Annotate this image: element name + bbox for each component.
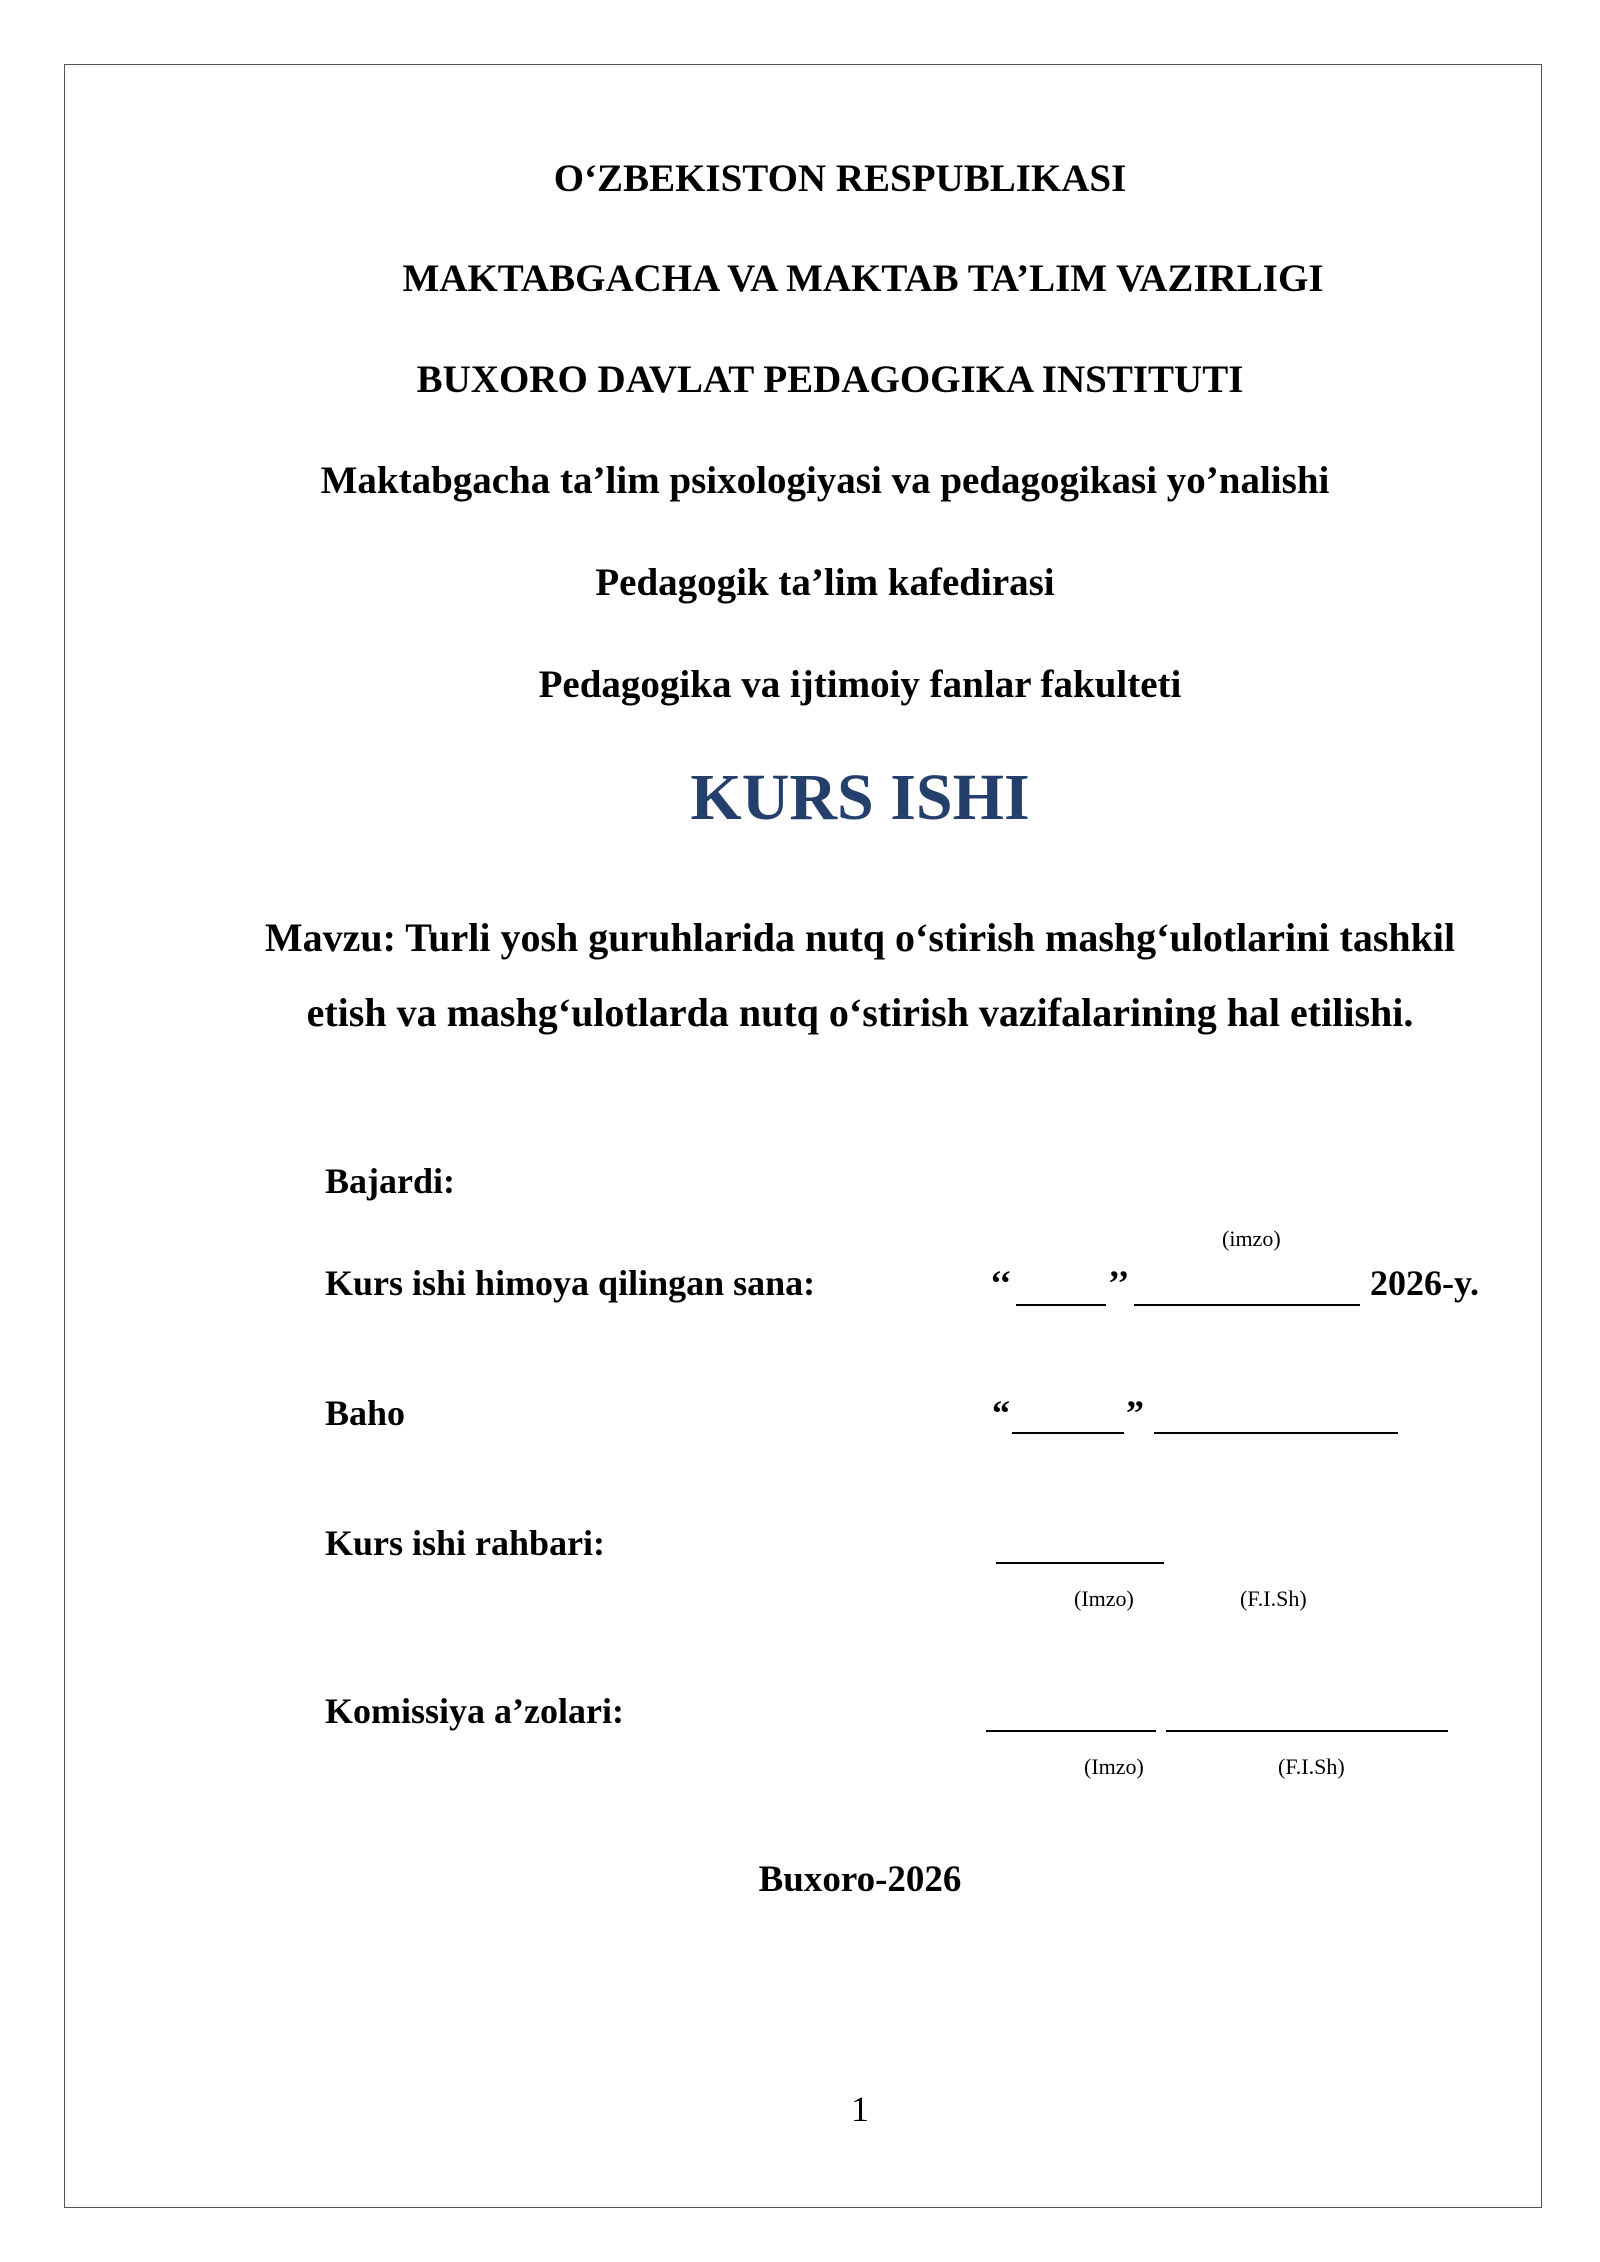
defense-date-open-quote: ‘‘ <box>990 1263 1012 1303</box>
supervisor-label: Kurs ishi rahbari: <box>325 1523 606 1563</box>
institute-heading: BUXORO DAVLAT PEDAGOGIKA INSTITUTI <box>416 358 1244 401</box>
topic-text: Mavzu: Turli yosh guruhlarida nutq o‘stirish mashg‘ulotlarini tashkil etish va mashg‘ulotlarda nutq o‘stirish vazifalarining hal etilishi. <box>264 915 1456 1035</box>
defense-day-blank <box>1016 1304 1106 1306</box>
commission-imzo-caption: (Imzo) <box>1084 1754 1144 1779</box>
defense-date-label: Kurs ishi himoya qilingan sana: <box>325 1263 816 1303</box>
supervisor-signature-blank <box>996 1562 1164 1564</box>
imzo-caption: (imzo) <box>1222 1226 1281 1251</box>
baho-grade-blank <box>1012 1432 1124 1434</box>
program-heading: Maktabgacha ta’lim psixologiyasi va pedagogikasi yo’nalishi <box>320 459 1330 502</box>
baho-close-quote: ” <box>1126 1393 1144 1433</box>
baho-label: Baho <box>325 1393 406 1433</box>
commission-name-blank <box>1166 1730 1448 1732</box>
city-year: Buxoro-2026 <box>758 1859 962 1900</box>
ministry-heading: MAKTABGACHA VA MAKTAB TA’LIM VAZIRLIGI <box>402 257 1324 300</box>
ministry-country-heading: O‘ZBEKISTON RESPUBLIKASI <box>553 157 1127 200</box>
faculty-heading: Pedagogika va ijtimoiy fanlar fakulteti <box>538 663 1182 706</box>
baho-word-blank <box>1154 1432 1398 1434</box>
defense-month-blank <box>1134 1304 1360 1306</box>
defense-date-year: 2026-y. <box>1370 1263 1480 1303</box>
baho-open-quote: “ <box>992 1393 1010 1433</box>
commission-fish-caption: (F.I.Sh) <box>1278 1754 1345 1779</box>
supervisor-imzo-caption: (Imzo) <box>1074 1586 1134 1611</box>
commission-label: Komissiya a’zolari: <box>325 1691 624 1731</box>
page-number: 1 <box>851 2089 869 2129</box>
supervisor-fish-caption: (F.I.Sh) <box>1240 1586 1307 1611</box>
commission-signature-blank <box>986 1730 1156 1732</box>
defense-date-close-quote: ’’ <box>1108 1263 1130 1303</box>
bajardi-label: Bajardi: <box>325 1161 455 1201</box>
department-heading: Pedagogik ta’lim kafedirasi <box>595 561 1055 604</box>
document-title: KURS ISHI <box>690 761 1030 834</box>
